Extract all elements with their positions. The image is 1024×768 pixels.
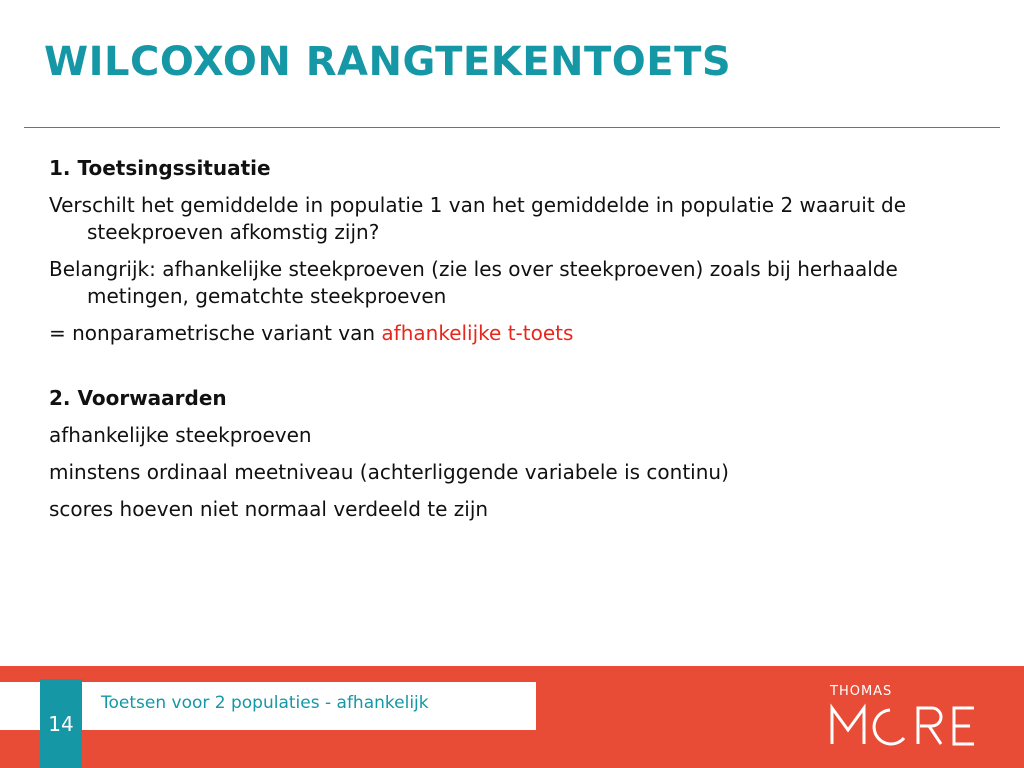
body-line bbox=[49, 320, 949, 347]
body-line: Verschilt het gemiddelde in populatie 1 van het gemiddelde in populatie 2 waaruit de steekproeven afkomstig zijn? bbox=[49, 193, 907, 244]
footer-caption: Toetsen voor 2 populaties - afhankelijk bbox=[101, 693, 429, 713]
body-line: minstens ordinaal meetniveau (achterliggende variabele is continu) bbox=[49, 460, 729, 484]
logo-text-small: THOMAS bbox=[830, 684, 893, 699]
section-heading: 1. Toetsingssituatie bbox=[49, 156, 271, 180]
body-line: afhankelijke steekproeven bbox=[49, 423, 312, 447]
title-divider bbox=[24, 127, 1000, 128]
section-heading: 2. Voorwaarden bbox=[49, 386, 227, 410]
page-number: 14 bbox=[48, 712, 74, 736]
body-line: Belangrijk: afhankelijke steekproeven (zie les over steekproeven) zoals bij herhaalde metingen, gematchte steekproeven bbox=[49, 257, 898, 308]
logo-wordmark bbox=[828, 702, 978, 748]
variant-prefix: = nonparametrische variant van bbox=[49, 321, 382, 345]
thomas-more-logo bbox=[828, 684, 978, 750]
body-line: scores hoeven niet normaal verdeeld te zijn bbox=[49, 497, 489, 521]
slide-body bbox=[49, 155, 949, 533]
slide-title: WILCOXON RANGTEKENTOETS bbox=[44, 39, 732, 85]
variant-highlight: afhankelijke t-toets bbox=[381, 321, 574, 345]
